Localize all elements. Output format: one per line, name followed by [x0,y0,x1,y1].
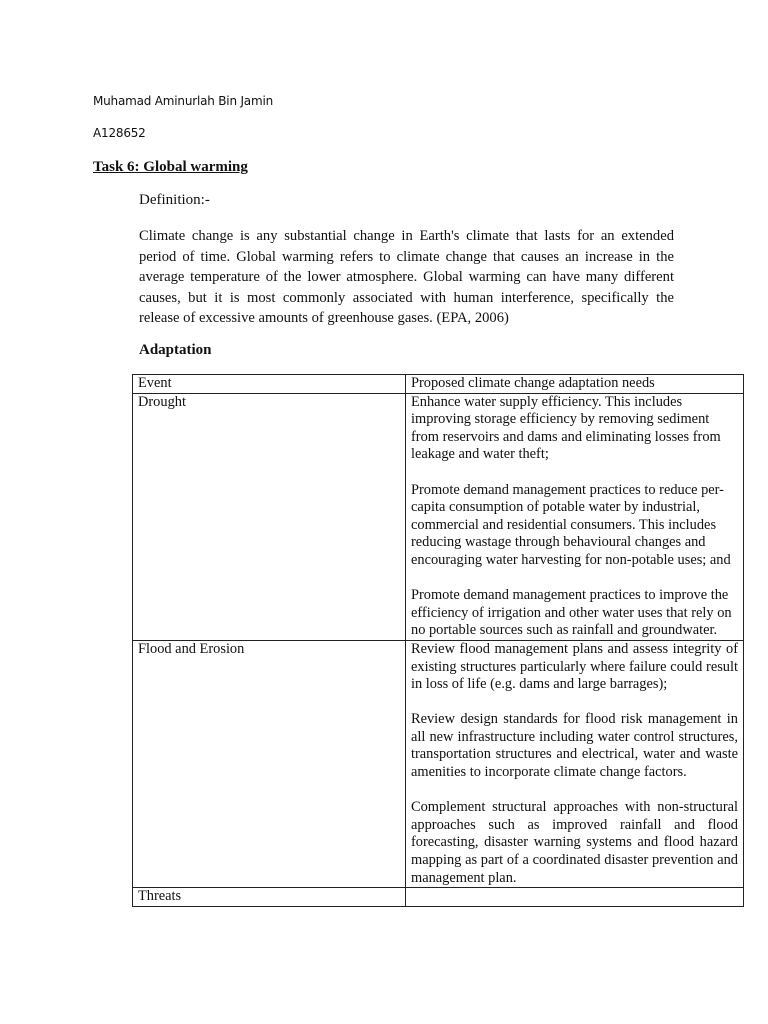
author-name: Muhamad Aminurlah Bin Jamin [93,94,273,108]
table-row-drought [133,393,744,640]
header-adaptation-needs: Proposed climate change adaptation needs [406,375,744,394]
needs-cell [406,393,744,640]
adaptation-table [132,374,744,907]
table-row-flood-erosion [133,640,744,887]
event-cell: Flood and Erosion [133,640,406,887]
event-cell: Threats [133,888,406,907]
header-event: Event [133,375,406,394]
definition-paragraph: Climate change is any substantial change in Earth's climate that lasts for an extended period of time. Global warming refers to climate change that causes an increase in the average temperature of the lower atmosphere. Global warming can have many different causes, but it is most commonly associated with human interference, specifically the release of excessive amounts of greenhouse gases. (EPA, 2006) [139,228,674,327]
definition-label: Definition:- [139,192,210,208]
table-row-threats [133,888,744,907]
adaptation-heading: Adaptation [139,342,212,358]
need-paragraph: Promote demand management practices to improve the efficiency of irrigation and other water uses that rely on no portable sources such as rainfall and groundwater. [411,587,732,639]
need-paragraph: Enhance water supply efficiency. This includes improving storage efficiency by removing sediment from reservoirs and dams and eliminating losses from leakage and water theft; [411,393,721,463]
student-id: A128652 [93,126,146,140]
need-paragraph: Complement structural approaches with non-structural approaches such as improved rainfall and flood forecasting, disaster warning systems and flood hazard mapping as part of a coordinated disaster prevention and management plan. [411,799,738,886]
task-title: Task 6: Global warming [93,159,248,175]
needs-cell [406,640,744,887]
need-paragraph: Review design standards for flood risk management in all new infrastructure including water control structures, transportation structures and electrical, water and waste amenities to incorporate climate change factors. [411,711,738,781]
needs-cell-empty [406,888,744,907]
table-header-row [133,375,744,394]
event-cell: Drought [133,393,406,640]
need-paragraph: Review flood management plans and assess integrity of existing structures particularly where failure could result in loss of life (e.g. dams and large barrages); [411,640,738,693]
need-paragraph: Promote demand management practices to reduce per-capita consumption of potable water by industrial, commercial and residential consumers. This includes reducing wastage through behavioural changes and encouraging water harvesting for non-potable uses; and [411,481,731,568]
